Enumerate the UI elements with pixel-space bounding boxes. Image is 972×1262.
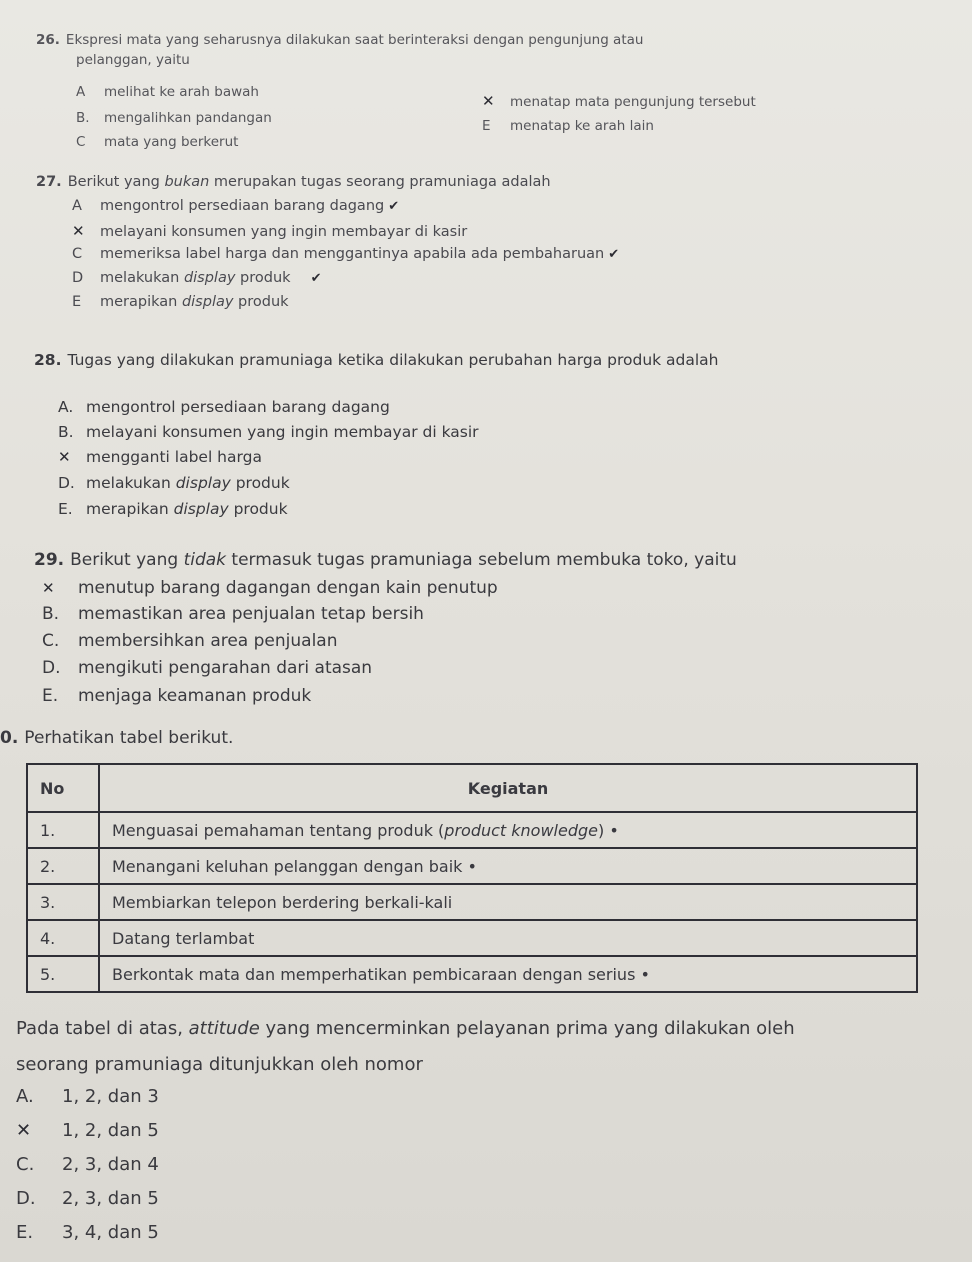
question-text-emphasis: attitude — [188, 1018, 260, 1039]
table-header-no: No — [27, 764, 99, 812]
option-letter: D — [72, 270, 84, 286]
question-text: pelanggan, yaitu — [76, 52, 190, 68]
question-text-emphasis: tidak — [183, 550, 227, 570]
table-cell-kegiatan — [99, 848, 917, 884]
activity-table — [26, 763, 918, 993]
question-text: Berikut yang — [70, 550, 184, 570]
option-text: mata yang berkerut — [104, 134, 239, 150]
question-number: 26. — [36, 32, 60, 48]
option-text: melayani konsumen yang ingin membayar di kasir — [100, 224, 468, 240]
table-cell-kegiatan — [99, 812, 917, 848]
option-30-b — [16, 1120, 159, 1141]
option-text: memastikan area penjualan tetap bersih — [78, 604, 424, 624]
question-text: yang mencerminkan pelayanan prima yang dilakukan oleh — [259, 1018, 795, 1039]
option-30-c — [16, 1154, 159, 1175]
question-28 — [34, 350, 934, 518]
cell-text: Menguasai pemahaman tentang produk ( — [112, 820, 445, 840]
option-28-c — [58, 448, 262, 466]
table-cell-kegiatan — [99, 884, 917, 920]
option-29-d — [42, 658, 372, 678]
option-letter: B. — [58, 423, 74, 441]
option-27-e — [72, 294, 289, 310]
option-text: mengganti label harga — [86, 448, 262, 466]
option-26-b — [76, 110, 272, 126]
question-number: 0. — [0, 728, 19, 748]
table-cell-no: 2. — [27, 848, 99, 884]
option-30-d — [16, 1188, 159, 1209]
option-26-d — [482, 92, 756, 110]
question-30-body — [14, 1016, 964, 1243]
option-text: produk — [228, 500, 288, 518]
option-letter: B. — [42, 604, 60, 624]
option-27-b — [72, 222, 467, 240]
option-text: memeriksa label harga dan menggantinya apabila ada pembaharuan — [100, 246, 605, 262]
cell-text: ) • — [598, 820, 619, 840]
question-number: 28. — [34, 351, 62, 369]
question-29 — [34, 550, 954, 706]
option-letter: C — [76, 134, 86, 150]
cell-text: Menangani keluhan pelanggan dengan baik • — [112, 856, 477, 876]
question-text-emphasis: bukan — [164, 174, 210, 190]
option-28-a — [58, 398, 390, 416]
question-29-stem — [34, 550, 954, 570]
option-28-b — [58, 423, 479, 441]
option-30-a — [16, 1086, 159, 1107]
cross-mark-icon: ✕ — [72, 222, 85, 240]
option-text: melayani konsumen yang ingin membayar di kasir — [86, 423, 479, 441]
table-header-kegiatan: Kegiatan — [99, 764, 917, 812]
cross-mark-icon: ✕ — [482, 92, 495, 110]
table-cell-kegiatan — [99, 956, 917, 992]
option-text: 1, 2, dan 3 — [62, 1086, 159, 1107]
check-mark-icon: ✔ — [388, 199, 400, 214]
cross-mark-icon: ✕ — [42, 579, 55, 597]
question-text: merupakan tugas seorang pramuniaga adalah — [209, 174, 551, 190]
option-text: membersihkan area penjualan — [78, 631, 338, 651]
option-text: menatap ke arah lain — [510, 118, 654, 134]
check-mark-icon: ✔ — [310, 271, 322, 286]
question-text: Berikut yang — [67, 174, 165, 190]
option-text: mengalihkan pandangan — [104, 110, 272, 126]
cell-text: Datang terlambat — [112, 928, 255, 948]
option-27-c — [72, 246, 619, 262]
option-letter: D. — [16, 1188, 36, 1209]
question-text: termasuk tugas pramuniaga sebelum membuka toko, yaitu — [226, 550, 737, 570]
option-letter: E — [482, 118, 491, 134]
option-letter: D. — [58, 474, 75, 492]
table-row — [27, 812, 917, 848]
option-text: merapikan — [100, 294, 182, 310]
table-cell-no: 1. — [27, 812, 99, 848]
question-27-stem — [36, 172, 936, 192]
option-28-e — [58, 500, 288, 518]
question-26-stem-line2 — [76, 50, 916, 70]
cell-text: Membiarkan telepon berdering berkali-kali — [112, 892, 453, 912]
option-text: merapikan — [86, 500, 174, 518]
question-30 — [0, 728, 972, 748]
option-letter: C. — [16, 1154, 35, 1175]
option-letter: E. — [58, 500, 73, 518]
table-row — [27, 920, 917, 956]
option-29-b — [42, 604, 424, 624]
option-letter: A. — [16, 1086, 34, 1107]
question-text: Ekspresi mata yang seharusnya dilakukan saat berinteraksi dengan pengunjung atau — [65, 32, 644, 48]
option-text-emphasis: display — [183, 270, 236, 286]
option-letter: A — [76, 84, 86, 100]
question-28-stem — [34, 350, 934, 370]
table-cell-no: 3. — [27, 884, 99, 920]
option-text: menatap mata pengunjung tersebut — [510, 94, 756, 110]
question-26-stem — [36, 30, 916, 50]
option-letter: E — [72, 294, 82, 310]
cross-mark-icon: ✕ — [16, 1120, 32, 1141]
option-text: mengikuti pengarahan dari atasan — [78, 658, 373, 678]
option-text: melakukan — [100, 270, 184, 286]
question-number: 29. — [34, 550, 65, 570]
table-header-row — [27, 764, 917, 812]
option-letter: A. — [58, 398, 74, 416]
question-30-stem-line2 — [16, 1052, 964, 1078]
question-27 — [36, 172, 936, 310]
option-letter: C — [72, 246, 83, 262]
option-26-e — [482, 118, 654, 134]
table-row — [27, 956, 917, 992]
option-26-c — [76, 134, 238, 150]
question-text: seorang pramuniaga ditunjukkan oleh nomor — [16, 1054, 423, 1075]
table-row — [27, 848, 917, 884]
question-26 — [36, 30, 916, 150]
option-29-a — [42, 578, 498, 598]
check-mark-icon: ✔ — [608, 247, 620, 262]
option-text: melihat ke arah bawah — [104, 84, 259, 100]
option-text: menutup barang dagangan dengan kain penutup — [78, 578, 498, 598]
cell-text-emphasis: product knowledge — [444, 820, 598, 840]
option-text: 2, 3, dan 5 — [62, 1188, 159, 1209]
option-text: produk — [235, 270, 291, 286]
option-text: mengontrol persediaan barang dagang — [100, 198, 385, 214]
option-27-a — [72, 198, 399, 214]
option-text: menjaga keamanan produk — [78, 686, 312, 706]
option-letter: A — [72, 198, 82, 214]
option-28-d — [58, 474, 290, 492]
option-26-a — [76, 84, 259, 100]
option-letter: B. — [76, 110, 90, 126]
table-cell-no: 5. — [27, 956, 99, 992]
option-text: 2, 3, dan 4 — [62, 1154, 159, 1175]
option-text-emphasis: display — [175, 474, 231, 492]
option-text: 3, 4, dan 5 — [62, 1222, 159, 1243]
option-text: 1, 2, dan 5 — [62, 1120, 159, 1141]
option-letter: D. — [42, 658, 61, 678]
option-29-c — [42, 631, 337, 651]
option-letter: E. — [16, 1222, 34, 1243]
option-text: produk — [233, 294, 289, 310]
question-30-intro — [0, 728, 972, 748]
option-text-emphasis: display — [173, 500, 229, 518]
question-number: 27. — [36, 174, 62, 190]
question-30-stem — [16, 1016, 964, 1042]
option-text-emphasis: display — [181, 294, 234, 310]
option-27-d — [72, 270, 321, 286]
table-cell-kegiatan — [99, 920, 917, 956]
option-30-e — [16, 1222, 159, 1243]
question-text: Pada tabel di atas, — [16, 1018, 189, 1039]
option-29-e — [42, 686, 311, 706]
option-text: melakukan — [86, 474, 176, 492]
question-text: Perhatikan tabel berikut. — [24, 728, 234, 748]
option-letter: C. — [42, 631, 60, 651]
cell-text: Berkontak mata dan memperhatikan pembicaraan dengan serius • — [112, 964, 650, 984]
table-cell-no: 4. — [27, 920, 99, 956]
option-letter: E. — [42, 686, 59, 706]
question-text: Tugas yang dilakukan pramuniaga ketika dilakukan perubahan harga produk adalah — [67, 351, 719, 369]
option-text: produk — [230, 474, 290, 492]
option-text: mengontrol persediaan barang dagang — [86, 398, 390, 416]
cross-mark-icon: ✕ — [58, 448, 71, 466]
table-row — [27, 884, 917, 920]
